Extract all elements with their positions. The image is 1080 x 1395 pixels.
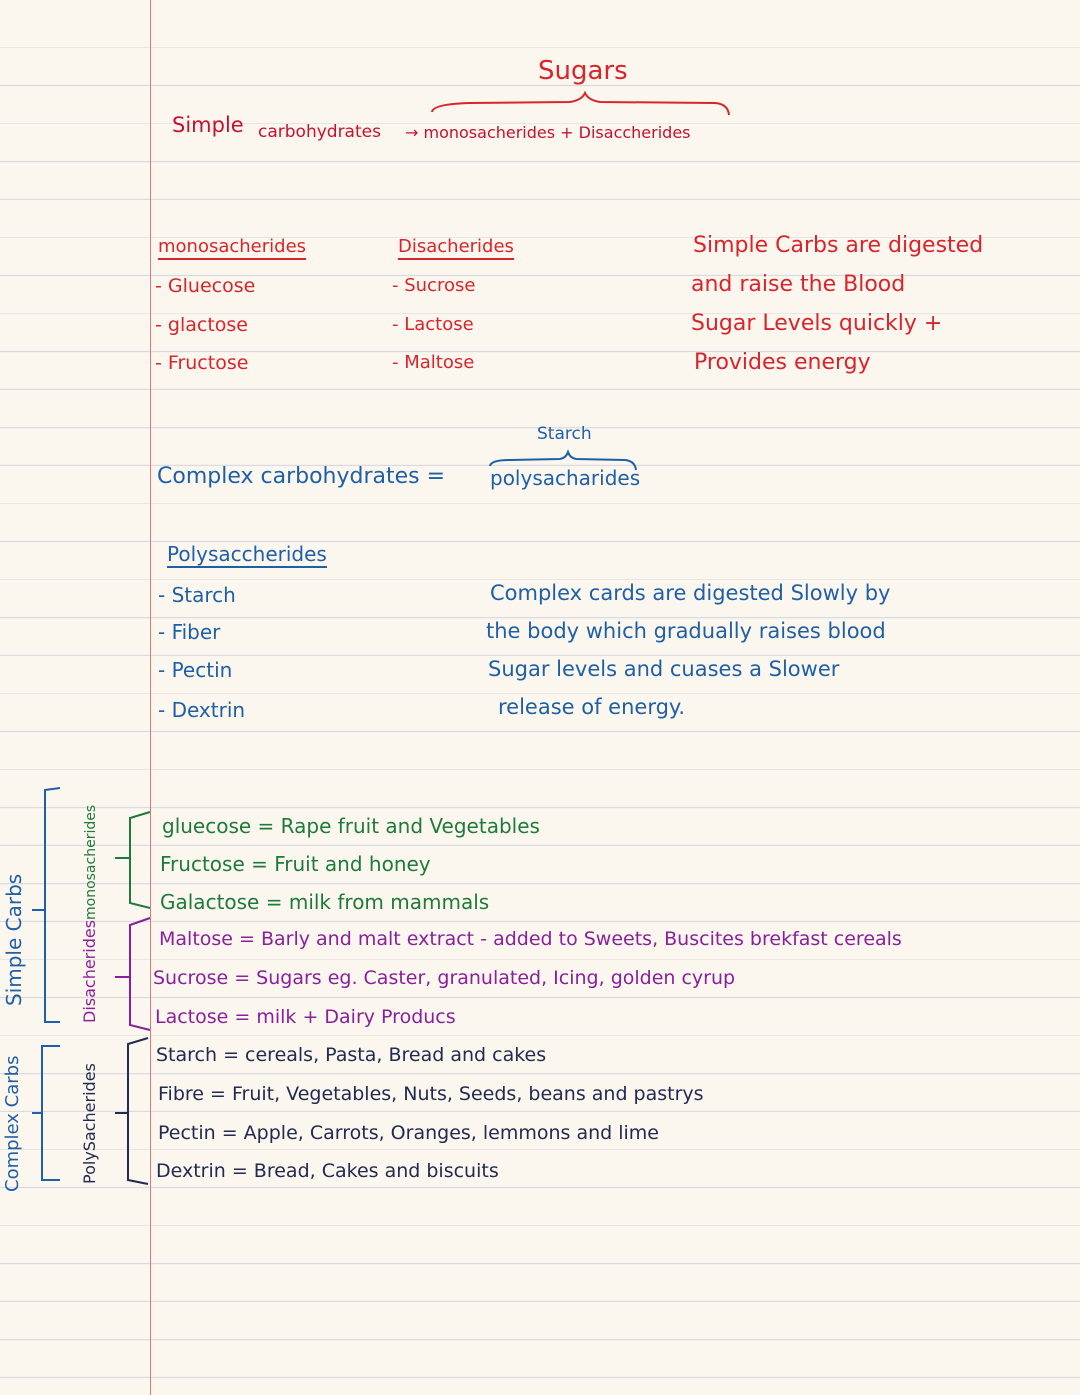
mono-side-label: monosacherides	[83, 804, 99, 920]
poly-side-label: PolySacherides	[80, 1063, 99, 1184]
source-line-di: Maltose = Barly and malt extract - added to Sweets, Buscites brekfast cereals	[159, 928, 902, 950]
mono-di-arrow-text: → monosacherides + Disaccherides	[405, 123, 691, 142]
complex-note-line: release of energy.	[498, 695, 686, 719]
polysacharides-label: polysacharides	[490, 466, 641, 490]
simple-label: Simple	[172, 113, 244, 137]
simple-note-line: Simple Carbs are digested	[693, 233, 984, 258]
source-line-di: Lactose = milk + Dairy Producs	[155, 1006, 456, 1028]
source-line-mono: Fructose = Fruit and honey	[160, 852, 431, 876]
source-line-mono: gluecose = Rape fruit and Vegetables	[162, 814, 540, 838]
starch-label: Starch	[537, 424, 592, 444]
source-line-di: Sucrose = Sugars eg. Caster, granulated, Icing, golden cyrup	[153, 967, 736, 989]
poly-heading: Polysaccherides	[167, 542, 327, 566]
di-item: - Lactose	[392, 314, 474, 335]
complex-equation: Complex carbohydrates =	[157, 464, 446, 489]
poly-item: - Dextrin	[158, 698, 246, 722]
source-line-poly: Fibre = Fruit, Vegetables, Nuts, Seeds, beans and pastrys	[158, 1083, 704, 1105]
complex-note-line: Sugar levels and cuases a Slower	[488, 657, 840, 681]
simple-carbs-bracket	[32, 788, 60, 1022]
source-line-poly: Dextrin = Bread, Cakes and biscuits	[156, 1160, 499, 1182]
complex-note-line: Complex cards are digested Slowly by	[490, 581, 891, 605]
complex-carbs-bracket	[32, 1046, 60, 1180]
mono-bracket	[115, 812, 150, 908]
source-line-poly: Starch = cereals, Pasta, Bread and cakes	[156, 1044, 547, 1066]
complex-carbs-side-label: Complex Carbs	[2, 1055, 23, 1192]
di-bracket	[115, 918, 150, 1030]
source-line-poly: Pectin = Apple, Carrots, Oranges, lemmons and lime	[158, 1122, 659, 1144]
mono-heading: monosacherides	[158, 238, 306, 260]
di-item: - Sucrose	[392, 275, 476, 296]
poly-item: - Pectin	[158, 658, 233, 682]
simple-note-line: Sugar Levels quickly +	[691, 311, 943, 336]
mono-item: - glactose	[155, 314, 248, 336]
mono-item: - Fructose	[155, 352, 249, 374]
poly-bracket	[115, 1038, 148, 1184]
di-item: - Maltose	[392, 352, 475, 373]
poly-item: - Fiber	[158, 620, 221, 644]
sugars-brace	[432, 93, 729, 115]
simple-note-line: and raise the Blood	[691, 272, 906, 297]
carbohydrates-label: carbohydrates	[258, 122, 381, 142]
di-side-label: Disacherides	[80, 919, 99, 1023]
di-heading: Disacherides	[398, 238, 514, 260]
mono-item: - Gluecose	[155, 275, 256, 297]
poly-item: - Starch	[158, 583, 236, 607]
source-line-mono: Galactose = milk from mammals	[160, 890, 490, 914]
sugars-label: Sugars	[538, 56, 628, 86]
complex-note-line: the body which gradually raises blood	[486, 619, 886, 643]
simple-carbs-side-label: Simple Carbs	[2, 873, 26, 1006]
simple-note-line: Provides energy	[694, 350, 871, 375]
